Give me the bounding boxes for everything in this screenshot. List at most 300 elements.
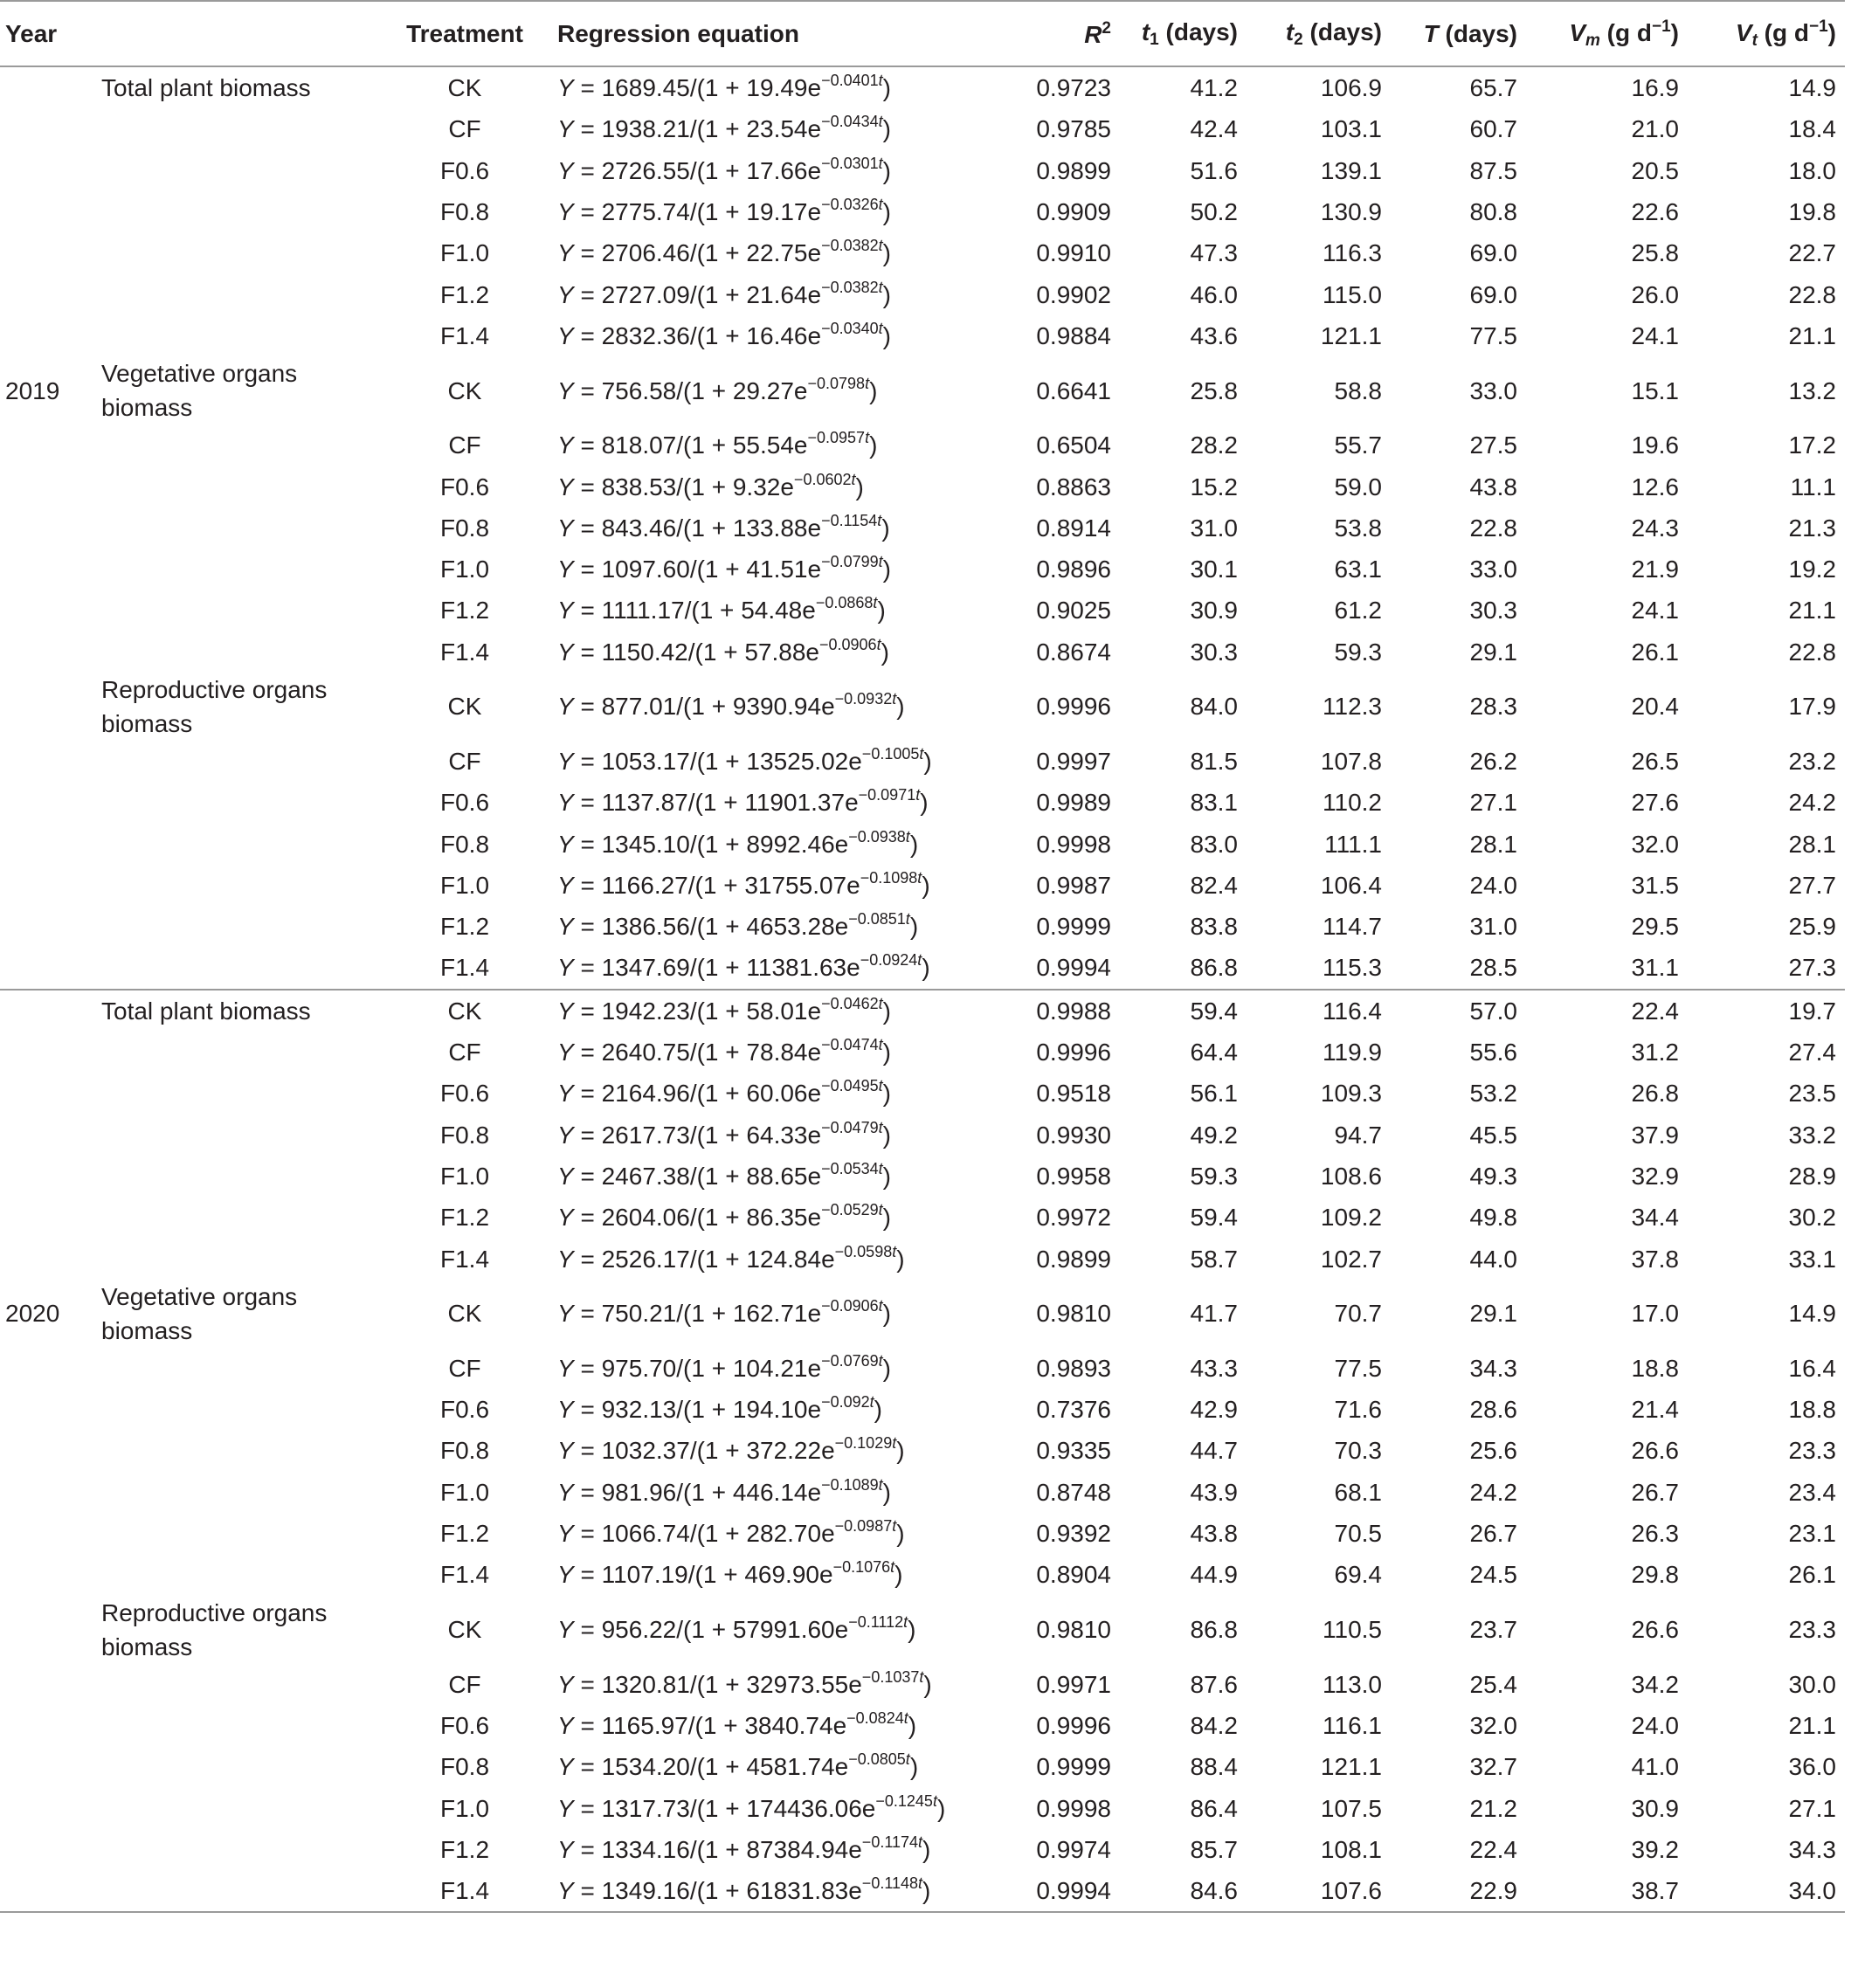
group-label: Vegetative organs biomass bbox=[101, 360, 298, 422]
equation-a-value: 8992.46 bbox=[746, 830, 835, 858]
t2-cell: 115.0 bbox=[1323, 280, 1382, 308]
vt-cell: 22.8 bbox=[1788, 638, 1836, 666]
table-row bbox=[0, 1238, 1845, 1279]
vt-cell: 17.9 bbox=[1788, 693, 1836, 721]
r-squared-cell: 0.9998 bbox=[1036, 1794, 1111, 1822]
treatment-cell: F1.4 bbox=[377, 947, 552, 989]
t1-cell: 85.7 bbox=[1190, 1835, 1238, 1863]
group-label: Reproductive organs biomass bbox=[101, 1598, 328, 1660]
group-cell bbox=[98, 425, 377, 466]
t1-cell: 84.2 bbox=[1190, 1711, 1238, 1739]
t2-cell: 63.1 bbox=[1334, 556, 1382, 583]
group-cell bbox=[98, 466, 377, 507]
table-row bbox=[0, 1870, 1845, 1912]
equation-t-symbol: t bbox=[890, 1558, 895, 1577]
equation-t-symbol: t bbox=[878, 1351, 883, 1370]
equation-a-value: 446.14 bbox=[732, 1478, 808, 1506]
table-row bbox=[0, 1829, 1845, 1870]
t2-cell: 110.5 bbox=[1323, 1616, 1382, 1643]
t1-cell: 81.5 bbox=[1190, 748, 1238, 775]
equation-t-symbol: t bbox=[903, 1708, 908, 1727]
equation-coefficient: 1150.42 bbox=[601, 638, 688, 666]
year-cell bbox=[0, 741, 98, 782]
t1-cell: 59.4 bbox=[1190, 997, 1238, 1025]
regression-equation-cell: $Y = 818.07/(1 + 55.54e^{-0.0957t})$ bbox=[557, 429, 878, 459]
t2-cell: 71.6 bbox=[1334, 1396, 1382, 1424]
vt-cell: 11.1 bbox=[1790, 473, 1836, 500]
table-row bbox=[0, 191, 1845, 232]
equation-rate-constant: 0.0495 bbox=[830, 1077, 879, 1095]
vm-cell: 20.5 bbox=[1631, 156, 1679, 184]
table-row bbox=[0, 1073, 1845, 1114]
equation-y-symbol: Y bbox=[557, 115, 574, 143]
regression-equation-cell: $Y = 1942.23/(1 + 58.01e^{-0.0462t})$ bbox=[557, 994, 891, 1025]
treatment-cell: F1.2 bbox=[439, 280, 490, 308]
r-squared-cell: 0.9899 bbox=[1036, 1245, 1111, 1273]
equation-rate-constant: 0.1154 bbox=[830, 511, 878, 529]
t1-cell: 41.7 bbox=[1190, 1300, 1238, 1328]
regression-equation-cell: $Y = 2727.09/(1 + 21.64e^{-0.0382t})$ bbox=[557, 278, 891, 308]
vm-cell: 32.9 bbox=[1631, 1162, 1679, 1190]
equation-rate-constant: 0.0382 bbox=[830, 278, 879, 296]
t2-cell: 102.7 bbox=[1320, 1245, 1382, 1273]
T-cell: 28.5 bbox=[1391, 947, 1526, 989]
year-cell bbox=[0, 191, 98, 232]
r-squared-cell: 0.9893 bbox=[1036, 1354, 1111, 1382]
treatment-cell: F1.2 bbox=[439, 913, 490, 941]
t1-cell: 88.4 bbox=[1190, 1753, 1238, 1781]
equation-exponent: −0.0602t bbox=[793, 470, 856, 488]
t2-cell: 58.8 bbox=[1334, 376, 1382, 404]
t1-cell: 86.4 bbox=[1190, 1794, 1238, 1822]
regression-equation-cell: $Y = 1938.21/(1 + 23.54e^{-0.0434t})$ bbox=[557, 113, 891, 143]
r-squared-cell: 0.6504 bbox=[1036, 431, 1111, 459]
equation-exponent: −0.0495t bbox=[821, 1077, 883, 1095]
treatment-cell: F1.0 bbox=[439, 1478, 490, 1506]
t1-cell: 30.9 bbox=[1190, 597, 1238, 625]
equation-coefficient: 1317.73 bbox=[601, 1794, 690, 1822]
vm-cell: 26.7 bbox=[1631, 1478, 1679, 1506]
group-cell bbox=[98, 1664, 377, 1705]
equation-exponent: −0.1098t bbox=[860, 868, 922, 887]
vt-cell: 21.1 bbox=[1788, 321, 1836, 349]
year-cell bbox=[0, 315, 98, 356]
equation-y-symbol: Y bbox=[557, 156, 574, 184]
r-squared-cell: 0.9996 bbox=[1036, 693, 1111, 721]
treatment-cell: F0.6 bbox=[439, 1396, 490, 1424]
equation-coefficient: 2832.36 bbox=[601, 321, 690, 349]
regression-equation-cell: $Y = 1166.27/(1 + 31755.07e^{-0.1098t})$ bbox=[557, 868, 930, 899]
vt-cell: 26.1 bbox=[1788, 1561, 1836, 1589]
r-squared-cell: 0.9392 bbox=[1036, 1520, 1111, 1548]
r-squared-cell: 0.9810 bbox=[1036, 1616, 1111, 1643]
year-cell bbox=[0, 1389, 98, 1430]
r-squared-cell: 0.9025 bbox=[1036, 597, 1111, 625]
group-cell bbox=[98, 356, 377, 425]
t2-cell: 61.2 bbox=[1334, 597, 1382, 625]
equation-a-value: 11381.63 bbox=[746, 954, 847, 982]
vt-cell: 24.2 bbox=[1788, 789, 1836, 817]
r-squared-cell: 0.8674 bbox=[1036, 638, 1111, 666]
equation-t-symbol: t bbox=[878, 278, 883, 296]
T-cell: 26.7 bbox=[1469, 1520, 1517, 1548]
t2-cell: 103.1 bbox=[1320, 115, 1382, 143]
table-row bbox=[0, 1389, 1845, 1430]
equation-exponent: −0.0301t bbox=[821, 154, 883, 172]
t1-cell: 30.1 bbox=[1190, 556, 1238, 583]
equation-y-symbol: Y bbox=[557, 1753, 574, 1781]
vm-cell: 30.9 bbox=[1631, 1794, 1679, 1822]
group-cell bbox=[98, 1073, 377, 1114]
vm-cell: 17.0 bbox=[1631, 1300, 1679, 1328]
group-cell bbox=[98, 232, 377, 273]
vt-cell: 30.0 bbox=[1788, 1670, 1836, 1698]
table-header bbox=[0, 1, 1845, 66]
year-cell bbox=[0, 906, 98, 947]
equation-t-symbol: t bbox=[919, 745, 924, 763]
year-cell bbox=[0, 1554, 98, 1595]
equation-rate-constant: 0.0906 bbox=[828, 635, 877, 653]
vm-cell: 18.8 bbox=[1631, 1354, 1679, 1382]
vt-cell: 22.7 bbox=[1788, 239, 1836, 267]
year-cell bbox=[0, 1596, 98, 1664]
t2-cell: 106.4 bbox=[1320, 871, 1382, 899]
equation-y-symbol: Y bbox=[557, 1245, 574, 1273]
vm-cell: 22.4 bbox=[1631, 997, 1679, 1025]
equation-a-value: 57.88 bbox=[744, 638, 806, 666]
equation-y-symbol: Y bbox=[557, 748, 574, 775]
vm-cell: 19.6 bbox=[1631, 431, 1679, 459]
table-row bbox=[0, 632, 1845, 673]
group-cell bbox=[98, 108, 377, 149]
T-cell: 69.0 bbox=[1469, 280, 1517, 308]
equation-exponent: −0.0462t bbox=[821, 994, 883, 1012]
equation-exponent: −0.0382t bbox=[821, 237, 883, 255]
r-squared-cell: 0.9909 bbox=[1036, 198, 1111, 226]
regression-equation-cell: $Y = 1386.56/(1 + 4653.28e^{-0.0851t})$ bbox=[557, 910, 919, 941]
t2-cell: 69.4 bbox=[1334, 1561, 1382, 1589]
equation-t-symbol: t bbox=[878, 154, 883, 172]
equation-a-value: 162.71 bbox=[732, 1300, 808, 1328]
equation-t-symbol: t bbox=[915, 786, 921, 804]
T-cell: 34.3 bbox=[1469, 1354, 1517, 1382]
t1-cell: 51.6 bbox=[1190, 156, 1238, 184]
group-cell bbox=[98, 1430, 377, 1471]
vm-cell: 25.8 bbox=[1631, 239, 1679, 267]
equation-exponent: −0.0932t bbox=[834, 690, 897, 708]
equation-coefficient: 2775.74 bbox=[601, 198, 690, 226]
equation-rate-constant: 0.0401 bbox=[830, 72, 879, 90]
table-row bbox=[0, 1664, 1845, 1705]
r-squared-cell: 0.8904 bbox=[1036, 1561, 1111, 1589]
T-cell: 44.0 bbox=[1469, 1245, 1517, 1273]
vt-cell: 18.4 bbox=[1788, 115, 1836, 143]
treatment-cell: F0.8 bbox=[439, 1437, 490, 1465]
equation-a-value: 21.64 bbox=[746, 280, 808, 308]
equation-exponent: −0.0987t bbox=[834, 1517, 897, 1536]
equation-coefficient: 1066.74 bbox=[601, 1520, 690, 1548]
year-cell bbox=[0, 1746, 98, 1787]
equation-a-value: 88.65 bbox=[746, 1162, 808, 1190]
year-cell bbox=[0, 1787, 98, 1828]
header-T: T (days) bbox=[1391, 1, 1526, 66]
t2-cell: 70.3 bbox=[1334, 1437, 1382, 1465]
t1-cell: 84.0 bbox=[1190, 693, 1238, 721]
equation-rate-constant: 0.0326 bbox=[830, 196, 879, 214]
table-row bbox=[0, 549, 1845, 590]
equation-y-symbol: Y bbox=[557, 198, 574, 226]
r-squared-cell: 0.9971 bbox=[1036, 1670, 1111, 1698]
table-row bbox=[0, 66, 1845, 108]
vm-cell: 26.3 bbox=[1631, 1520, 1679, 1548]
equation-t-symbol: t bbox=[878, 113, 883, 131]
regression-equation-cell: $Y = 1689.45/(1 + 19.49e^{-0.0401t})$ bbox=[557, 72, 891, 102]
t1-cell: 41.2 bbox=[1190, 74, 1238, 102]
T-cell: 21.2 bbox=[1469, 1794, 1517, 1822]
treatment-cell: F1.0 bbox=[439, 239, 490, 267]
year-cell bbox=[0, 590, 98, 631]
t2-cell: 107.6 bbox=[1247, 1870, 1391, 1912]
vt-cell: 30.2 bbox=[1788, 1204, 1836, 1232]
equation-exponent: −0.0326t bbox=[821, 196, 883, 214]
regression-equation-cell: $Y = 1066.74/(1 + 282.70e^{-0.0987t})$ bbox=[557, 1517, 905, 1548]
vm-cell: 24.0 bbox=[1631, 1711, 1679, 1739]
T-cell: 32.7 bbox=[1469, 1753, 1517, 1781]
group-cell bbox=[98, 1280, 377, 1348]
group-cell bbox=[98, 1348, 377, 1389]
equation-coefficient: 2526.17 bbox=[601, 1245, 690, 1273]
equation-exponent: −0.0534t bbox=[821, 1159, 883, 1177]
group-label: Total plant biomass bbox=[101, 997, 311, 1025]
equation-rate-constant: 0.0906 bbox=[830, 1297, 879, 1315]
equation-exponent: −0.0798t bbox=[807, 374, 870, 392]
vt-cell: 25.9 bbox=[1788, 913, 1836, 941]
group-cell bbox=[98, 947, 377, 989]
equation-exponent: −0.1174t bbox=[861, 1833, 923, 1851]
regression-equation-cell: $Y = 956.22/(1 + 57991.60e^{-0.1112t})$ bbox=[557, 1613, 916, 1643]
equation-rate-constant: 0.0851 bbox=[857, 910, 906, 928]
r-squared-cell: 0.9987 bbox=[1036, 871, 1111, 899]
vt-cell: 14.9 bbox=[1788, 74, 1836, 102]
t2-cell: 70.5 bbox=[1334, 1520, 1382, 1548]
regression-equation-cell: $Y = 2640.75/(1 + 78.84e^{-0.0474t})$ bbox=[557, 1036, 891, 1066]
vt-cell: 19.2 bbox=[1788, 556, 1836, 583]
group-cell bbox=[98, 782, 377, 823]
equation-exponent: −0.1005t bbox=[861, 745, 924, 763]
equation-y-symbol: Y bbox=[557, 1437, 574, 1465]
treatment-cell: F1.0 bbox=[439, 1794, 490, 1822]
equation-a-value: 9390.94 bbox=[732, 693, 822, 721]
equation-rate-constant: 0.0534 bbox=[830, 1159, 879, 1177]
vm-cell: 21.4 bbox=[1631, 1396, 1679, 1424]
regression-equation-cell: $Y = 2467.38/(1 + 88.65e^{-0.0534t})$ bbox=[557, 1159, 891, 1190]
equation-exponent: −0.1029t bbox=[834, 1434, 897, 1453]
group-cell bbox=[98, 1389, 377, 1430]
vt-cell: 34.0 bbox=[1688, 1870, 1845, 1912]
vm-cell: 41.0 bbox=[1631, 1753, 1679, 1781]
t1-cell: 25.8 bbox=[1190, 376, 1238, 404]
equation-y-symbol: Y bbox=[557, 1204, 574, 1232]
equation-coefficient: 2604.06 bbox=[601, 1204, 690, 1232]
t1-cell: 28.2 bbox=[1190, 431, 1238, 459]
equation-exponent: −0.0340t bbox=[821, 319, 883, 337]
t2-cell: 107.8 bbox=[1320, 748, 1382, 775]
regression-equation-cell: $Y = 1137.87/(1 + 11901.37e^{-0.0971t})$ bbox=[557, 786, 929, 817]
equation-y-symbol: Y bbox=[557, 1121, 574, 1149]
treatment-cell: F1.4 bbox=[439, 321, 490, 349]
equation-coefficient: 818.07 bbox=[601, 431, 677, 459]
equation-a-value: 22.75 bbox=[746, 239, 808, 267]
r-squared-cell: 0.8914 bbox=[1036, 514, 1111, 542]
vt-cell: 23.5 bbox=[1788, 1080, 1836, 1108]
group-cell bbox=[98, 1513, 377, 1554]
year-cell bbox=[0, 1705, 98, 1746]
T-cell: 30.3 bbox=[1469, 597, 1517, 625]
vm-cell: 26.6 bbox=[1631, 1437, 1679, 1465]
equation-coefficient: 956.22 bbox=[601, 1616, 677, 1643]
equation-exponent: −0.0529t bbox=[821, 1201, 883, 1219]
t2-cell: 111.1 bbox=[1324, 830, 1382, 858]
group-cell bbox=[98, 549, 377, 590]
vt-cell: 22.8 bbox=[1788, 280, 1836, 308]
group-cell bbox=[98, 1596, 377, 1664]
t1-cell: 87.6 bbox=[1190, 1670, 1238, 1698]
vt-cell: 13.2 bbox=[1788, 376, 1836, 404]
table-row bbox=[0, 673, 1845, 741]
equation-t-symbol: t bbox=[878, 1159, 883, 1177]
r-squared-cell: 0.9518 bbox=[1036, 1080, 1111, 1108]
regression-equation-cell: $Y = 2832.36/(1 + 16.46e^{-0.0340t})$ bbox=[557, 319, 891, 349]
equation-a-value: 104.21 bbox=[732, 1354, 808, 1382]
t1-cell: 83.8 bbox=[1190, 913, 1238, 941]
vt-cell: 27.1 bbox=[1788, 1794, 1836, 1822]
equation-y-symbol: Y bbox=[557, 1396, 574, 1424]
equation-exponent: −0.0868t bbox=[815, 594, 878, 612]
equation-t-symbol: t bbox=[869, 1393, 874, 1412]
equation-rate-constant: 0.0769 bbox=[830, 1351, 879, 1370]
vt-cell: 19.8 bbox=[1788, 198, 1836, 226]
year-cell bbox=[0, 108, 98, 149]
T-cell: 33.0 bbox=[1469, 556, 1517, 583]
year-cell bbox=[0, 990, 98, 1032]
vm-cell: 31.1 bbox=[1526, 947, 1688, 989]
equation-t-symbol: t bbox=[878, 1036, 883, 1054]
equation-rate-constant: 0.0598 bbox=[844, 1242, 893, 1260]
equation-t-symbol: t bbox=[892, 690, 897, 708]
table-row bbox=[0, 947, 1845, 989]
treatment-cell: CF bbox=[448, 431, 481, 459]
regression-equation-cell: $Y = 1150.42/(1 + 57.88e^{-0.0906t})$ bbox=[557, 635, 889, 666]
equation-coefficient: 932.13 bbox=[601, 1396, 677, 1424]
equation-a-value: 23.54 bbox=[746, 115, 808, 143]
r-squared-cell: 0.9930 bbox=[1036, 1121, 1111, 1149]
T-cell: 77.5 bbox=[1469, 321, 1517, 349]
treatment-cell: F1.2 bbox=[439, 1835, 490, 1863]
equation-y-symbol: Y bbox=[557, 74, 574, 102]
treatment-cell: F0.8 bbox=[439, 830, 490, 858]
year-cell bbox=[0, 507, 98, 549]
r-squared-cell: 0.9972 bbox=[1036, 1204, 1111, 1232]
equation-y-symbol: Y bbox=[557, 514, 574, 542]
table-row bbox=[0, 1348, 1845, 1389]
t2-cell: 55.7 bbox=[1334, 431, 1382, 459]
group-cell bbox=[98, 823, 377, 864]
equation-coefficient: 1111.17 bbox=[601, 597, 685, 625]
table-row bbox=[0, 425, 1845, 466]
equation-y-symbol: Y bbox=[557, 693, 574, 721]
equation-rate-constant: 0.0971 bbox=[867, 786, 916, 804]
group-cell bbox=[98, 150, 377, 191]
table-row bbox=[0, 1115, 1845, 1156]
vt-cell: 19.7 bbox=[1788, 997, 1836, 1025]
T-cell: 28.3 bbox=[1469, 693, 1517, 721]
equation-exponent: −0.1112t bbox=[848, 1613, 908, 1631]
regression-equation-cell: $Y = 2775.74/(1 + 19.17e^{-0.0326t})$ bbox=[557, 196, 891, 226]
t1-cell: 47.3 bbox=[1190, 239, 1238, 267]
vm-cell: 26.5 bbox=[1631, 748, 1679, 775]
vm-cell: 26.0 bbox=[1631, 280, 1679, 308]
T-cell: 29.1 bbox=[1469, 1300, 1517, 1328]
equation-coefficient: 1938.21 bbox=[601, 115, 690, 143]
equation-a-value: 55.54 bbox=[732, 431, 794, 459]
r-squared-cell: 0.9999 bbox=[1036, 913, 1111, 941]
equation-t-symbol: t bbox=[878, 196, 883, 214]
equation-exponent: −0.0474t bbox=[821, 1036, 883, 1054]
equation-rate-constant: 0.0799 bbox=[830, 553, 879, 571]
treatment-cell: F0.6 bbox=[439, 473, 490, 500]
vt-cell: 36.0 bbox=[1788, 1753, 1836, 1781]
group-cell bbox=[98, 1472, 377, 1513]
t2-cell: 68.1 bbox=[1334, 1478, 1382, 1506]
t2-cell: 109.3 bbox=[1320, 1080, 1382, 1108]
equation-rate-constant: 0.1089 bbox=[830, 1475, 879, 1494]
equation-a-value: 4653.28 bbox=[746, 913, 835, 941]
r-squared-cell: 0.9974 bbox=[1036, 1835, 1111, 1863]
treatment-cell: F1.4 bbox=[439, 1561, 490, 1589]
equation-t-symbol: t bbox=[865, 429, 870, 447]
regression-equation-cell: $Y = 1111.17/(1 + 54.48e^{-0.0868t})$ bbox=[557, 594, 886, 625]
r-squared-cell: 0.9998 bbox=[1036, 830, 1111, 858]
equation-a-value: 4581.74 bbox=[746, 1753, 835, 1781]
T-cell: 69.0 bbox=[1469, 239, 1517, 267]
t1-cell: 44.7 bbox=[1190, 1437, 1238, 1465]
equation-rate-constant: 0.1174 bbox=[871, 1833, 919, 1851]
group-cell bbox=[98, 673, 377, 741]
vm-cell: 20.4 bbox=[1631, 693, 1679, 721]
equation-exponent: −0.0382t bbox=[821, 278, 883, 296]
table-row bbox=[0, 1746, 1845, 1787]
T-cell: 32.0 bbox=[1469, 1711, 1517, 1739]
year-cell bbox=[0, 356, 98, 425]
T-cell: 80.8 bbox=[1469, 198, 1517, 226]
equation-coefficient: 1347.69 bbox=[601, 954, 690, 982]
r-squared-cell: 0.9996 bbox=[1036, 1039, 1111, 1066]
year-cell bbox=[0, 150, 98, 191]
year-cell bbox=[0, 947, 98, 989]
table-row bbox=[0, 1430, 1845, 1471]
year-cell bbox=[0, 1664, 98, 1705]
year-cell bbox=[0, 425, 98, 466]
t1-cell: 83.1 bbox=[1190, 789, 1238, 817]
vm-cell: 26.8 bbox=[1631, 1080, 1679, 1108]
regression-equation-cell: $Y = 750.21/(1 + 162.71e^{-0.0906t})$ bbox=[557, 1297, 891, 1328]
t2-cell: 77.5 bbox=[1334, 1354, 1382, 1382]
equation-exponent: −0.0957t bbox=[807, 429, 870, 447]
table-row bbox=[0, 315, 1845, 356]
equation-t-symbol: t bbox=[892, 1242, 897, 1260]
regression-equation-cell: $Y = 981.96/(1 + 446.14e^{-0.1089t})$ bbox=[557, 1475, 891, 1506]
t1-cell: 43.3 bbox=[1190, 1354, 1238, 1382]
